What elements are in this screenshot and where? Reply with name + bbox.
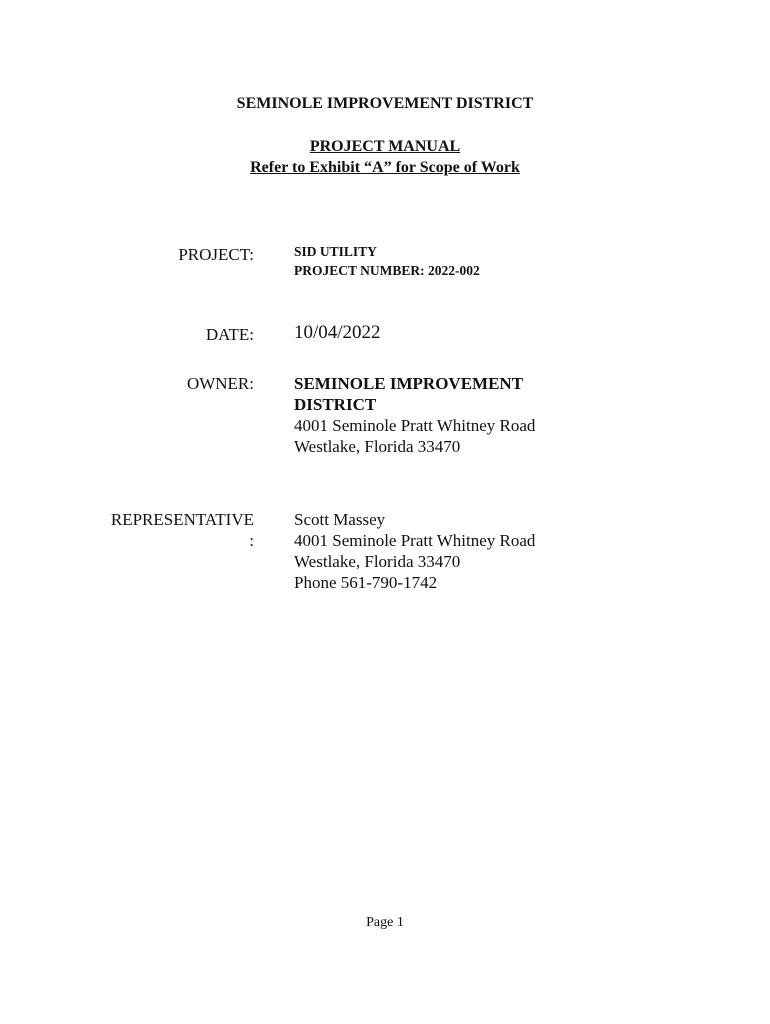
project-label: PROJECT: [178,245,254,264]
date-label: DATE: [205,325,254,344]
project-name: SID UTILITY [294,244,377,259]
owner-city: Westlake, Florida 33470 [294,437,461,456]
representative-label-line2: : [249,531,254,550]
owner-name-line2: DISTRICT [294,395,377,414]
manual-title: PROJECT MANUAL [309,138,461,155]
representative-block [294,509,535,593]
district-heading: SEMINOLE IMPROVEMENT DISTRICT [236,95,534,112]
owner-label: OWNER: [186,374,254,393]
representative-address: 4001 Seminole Pratt Whitney Road [294,531,536,550]
project-block [294,242,480,280]
representative-name: Scott Massey [294,510,386,529]
page-number: Page 1 [366,915,404,930]
project-number: PROJECT NUMBER: 2022-002 [294,263,480,278]
manual-subtitle: Refer to Exhibit “A” for Scope of Work [250,159,520,176]
representative-phone: Phone 561-790-1742 [294,573,438,592]
owner-name-line1: SEMINOLE IMPROVEMENT [294,374,524,393]
representative-label [111,509,254,551]
representative-city: Westlake, Florida 33470 [294,552,461,571]
representative-label-line1: REPRESENTATIVE [110,510,254,529]
owner-address: 4001 Seminole Pratt Whitney Road [294,416,536,435]
date-value: 10/04/2022 [294,322,381,343]
owner-block [294,373,535,457]
